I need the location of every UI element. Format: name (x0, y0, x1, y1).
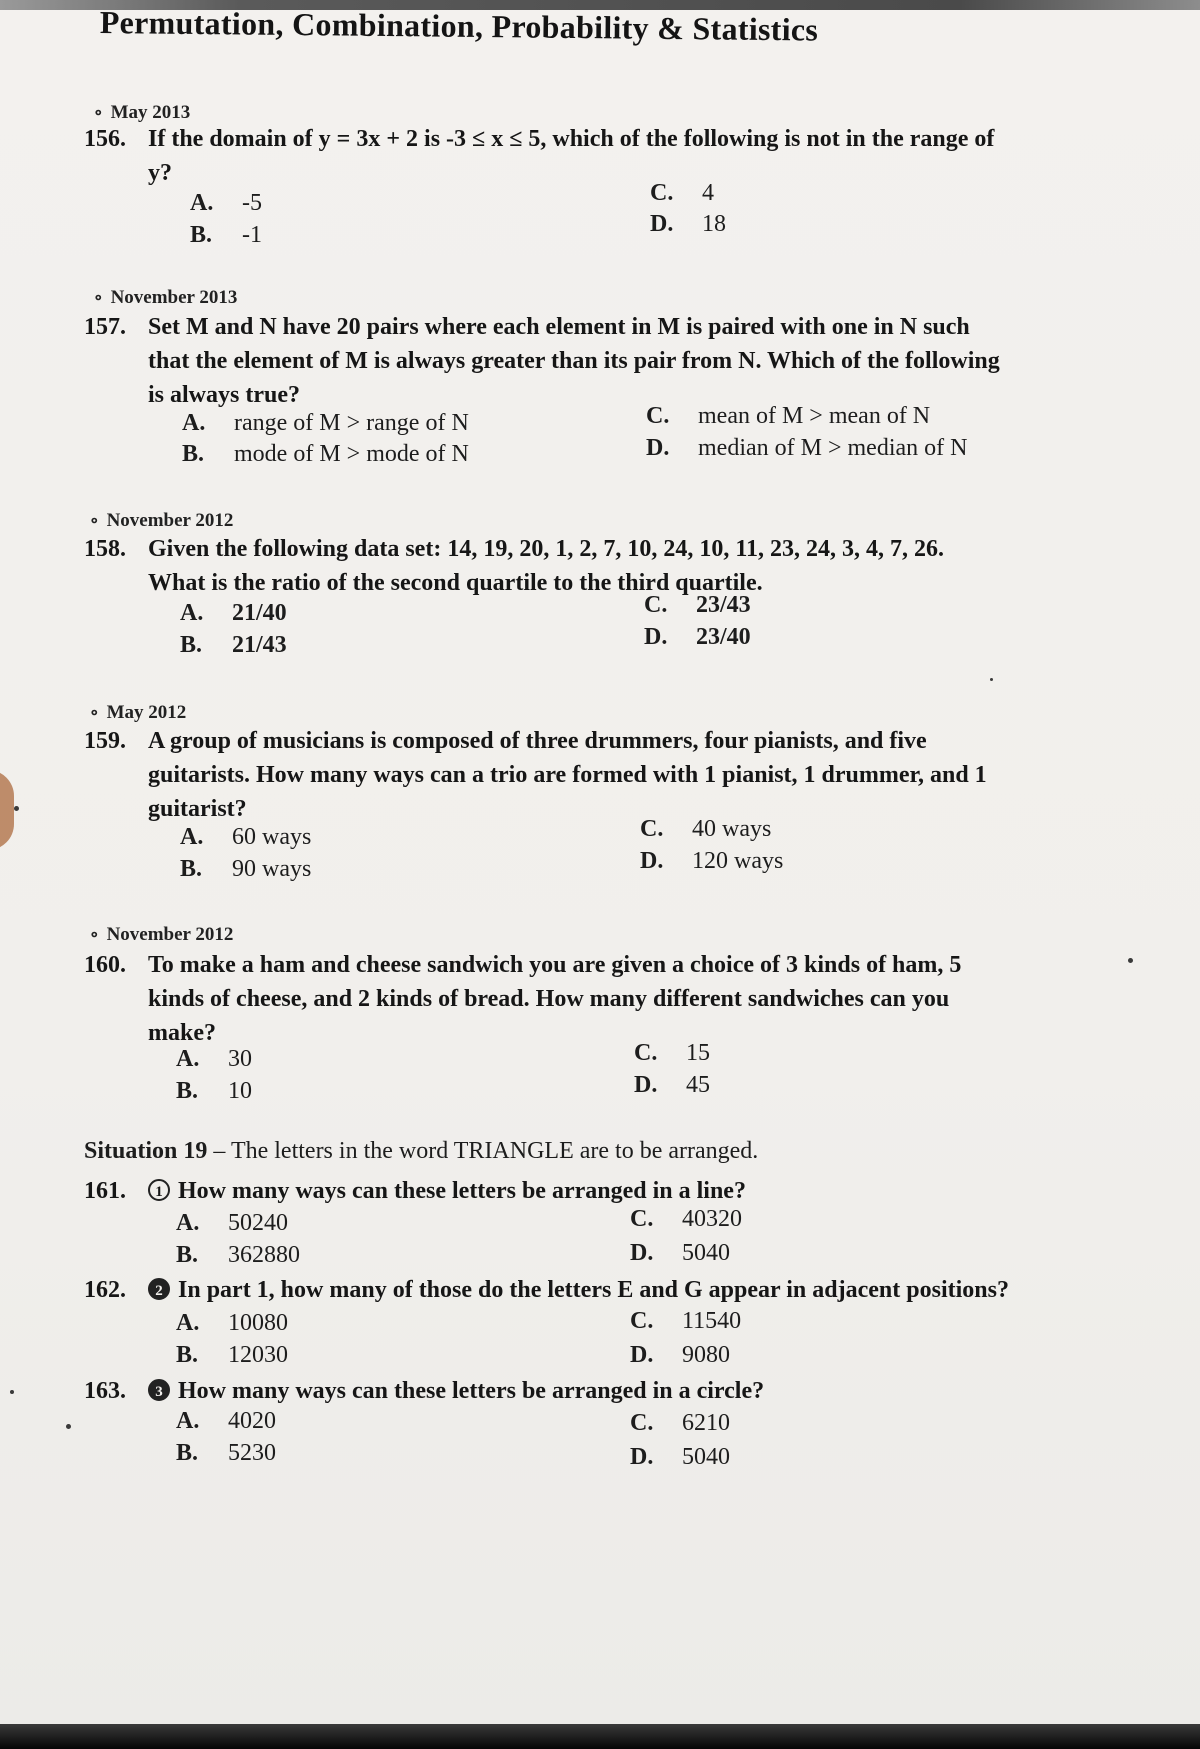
choice-d[interactable]: D. 18 (650, 211, 726, 237)
choice-a[interactable]: A. 4020 (176, 1408, 276, 1434)
choice-a[interactable]: A. 10080 (176, 1310, 288, 1336)
exam-tag: ⚬ May 2013 (92, 102, 191, 123)
choice-c[interactable]: C. 40320 (630, 1206, 742, 1232)
question-161: 161. 1 How many ways can these letters be arranged in a line? (84, 1178, 746, 1204)
choice-c[interactable]: C. 6210 (630, 1410, 730, 1436)
exam-tag: ⚬ November 2012 (88, 510, 234, 531)
situation-header: Situation 19 – The letters in the word TRIANGLE are to be arranged. (84, 1138, 759, 1164)
scan-speck (10, 1390, 14, 1394)
question-158: 158. Given the following data set: 14, 19, 20, 1, 2, 7, 10, 24, 10, 11, 23, 24, 3, 4, 7, 26. What is the ratio of the second quartile to the third quartile. (84, 536, 944, 596)
pin-icon: ⚬ (88, 928, 101, 944)
choice-c[interactable]: C. mean of M > mean of N (646, 403, 931, 429)
scan-speck (990, 678, 993, 681)
choice-b[interactable]: B. 21/43 (180, 632, 287, 658)
question-156: 156. If the domain of y = 3x + 2 is -3 ≤ x ≤ 5, which of the following is not in the range of y? (84, 126, 995, 186)
choice-b[interactable]: B. 362880 (176, 1242, 300, 1268)
part-marker-icon: 2 (148, 1278, 170, 1300)
choice-b[interactable]: B. 12030 (176, 1342, 288, 1368)
choice-d[interactable]: D. median of M > median of N (646, 435, 968, 461)
exam-tag: ⚬ November 2013 (92, 287, 238, 308)
choice-b[interactable]: B. -1 (190, 222, 262, 248)
question-157: 157. Set M and N have 20 pairs where each element in M is paired with one in N such that the element of M is always greater than its pair from N. Which of the following is always true? (84, 314, 1000, 408)
page-bottom-edge (0, 1724, 1200, 1749)
choice-d[interactable]: D. 45 (634, 1072, 710, 1098)
part-marker-icon: 3 (148, 1379, 170, 1401)
choice-b[interactable]: B. 10 (176, 1078, 252, 1104)
choice-c[interactable]: C. 15 (634, 1040, 710, 1066)
choice-c[interactable]: C. 40 ways (640, 816, 772, 842)
exam-tag: ⚬ May 2012 (88, 702, 187, 723)
exam-tag: ⚬ November 2012 (88, 924, 234, 945)
choice-b[interactable]: B. 90 ways (180, 856, 312, 882)
choice-c[interactable]: C. 11540 (630, 1308, 742, 1334)
scan-speck (14, 806, 19, 811)
question-163: 163. 3 How many ways can these letters be arranged in a circle? (84, 1378, 765, 1404)
choice-d[interactable]: D. 120 ways (640, 848, 784, 874)
pin-icon: ⚬ (92, 106, 105, 122)
page-title: Permutation, Combination, Probability & Statistics (99, 4, 819, 48)
finger-shadow (0, 770, 14, 850)
question-160: 160. To make a ham and cheese sandwich you are given a choice of 3 kinds of ham, 5 kinds of cheese, and 2 kinds of bread. How many different sandwiches can you make? (84, 952, 962, 1046)
choice-a[interactable]: A. 60 ways (180, 824, 312, 850)
choice-b[interactable]: B. mode of M > mode of N (182, 441, 469, 467)
question-159: 159. A group of musicians is composed of three drummers, four pianists, and five guitarists. How many ways can a trio are formed with 1 pianist, 1 drummer, and 1 guitarist? (84, 728, 987, 822)
choice-d[interactable]: D. 9080 (630, 1342, 730, 1368)
scan-speck (1128, 958, 1133, 963)
choice-a[interactable]: A. 21/40 (180, 600, 287, 626)
choice-b[interactable]: B. 5230 (176, 1440, 276, 1466)
choice-a[interactable]: A. -5 (190, 190, 262, 216)
choice-a[interactable]: A. 30 (176, 1046, 252, 1072)
pin-icon: ⚬ (88, 706, 101, 722)
choice-c[interactable]: C. 23/43 (644, 592, 751, 618)
pin-icon: ⚬ (88, 514, 101, 530)
choice-a[interactable]: A. range of M > range of N (182, 410, 469, 436)
pin-icon: ⚬ (92, 291, 105, 307)
choice-a[interactable]: A. 50240 (176, 1210, 288, 1236)
question-162: 162. 2 In part 1, how many of those do the letters E and G appear in adjacent positions? (84, 1277, 1009, 1303)
part-marker-icon: 1 (148, 1179, 170, 1201)
scan-speck (66, 1424, 71, 1429)
choice-d[interactable]: D. 23/40 (644, 624, 751, 650)
choice-d[interactable]: D. 5040 (630, 1444, 730, 1470)
choice-d[interactable]: D. 5040 (630, 1240, 730, 1266)
choice-c[interactable]: C. 4 (650, 180, 714, 206)
